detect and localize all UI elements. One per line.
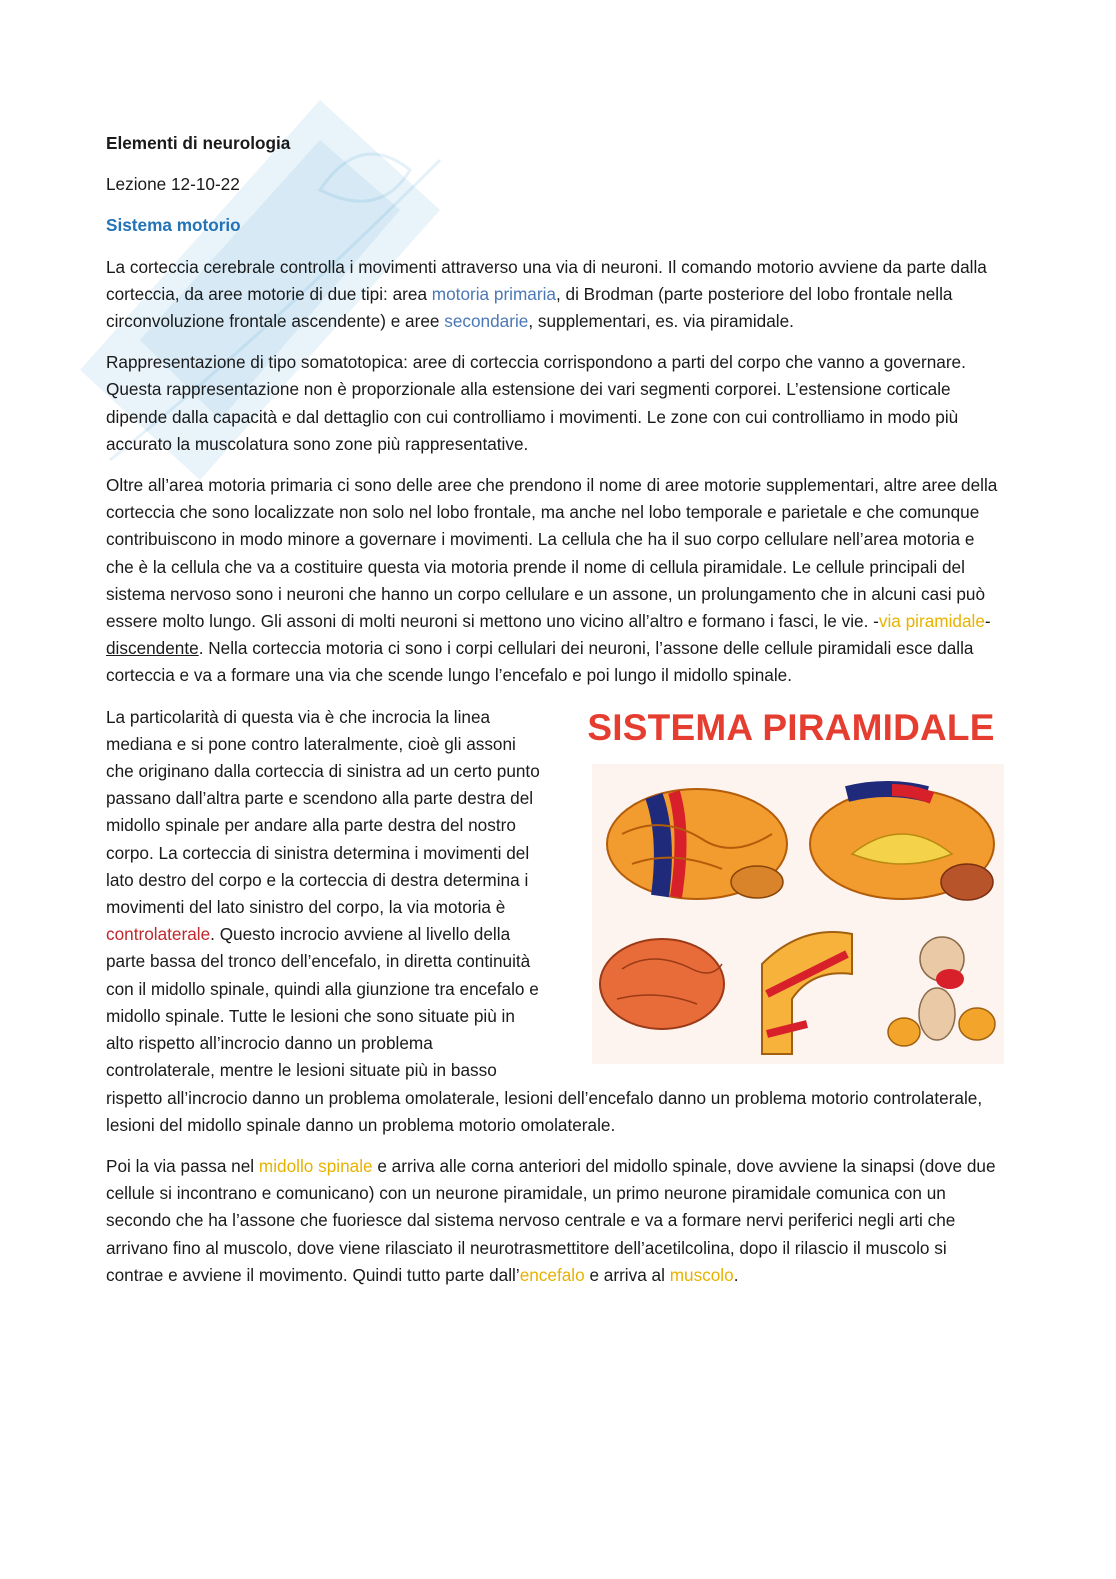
text-span: . bbox=[733, 1264, 739, 1285]
section-heading: Sistema motorio bbox=[106, 215, 241, 236]
text-span: La corteccia cerebrale controlla i movimenti attraverso una via di neuroni. Il comando motorio avviene da parte dalla corteccia, da aree motorie di due tipi: area bbox=[106, 256, 987, 304]
document-body bbox=[106, 130, 1006, 1303]
text-span: . Questo incrocio avviene al livello della parte bassa del tronco dell’encefalo, in diretta continuità con il midollo spinale, quindi alla giunzione tra encefalo e midollo spinale. Tutte le lesioni che sono situate più in alto rispetto all’incrocio danno un problema controlaterale, mentre le lesioni situate più in basso rispetto all’incrocio danno un problema omolaterale, lesioni dell’encefalo danno un problema motorio controlaterale, lesioni del midollo spinale danno un problema motorio omolaterale. bbox=[106, 924, 983, 1135]
term-midollo-spinale: midollo spinale bbox=[258, 1155, 373, 1176]
figure-illustration bbox=[592, 764, 1004, 1064]
paragraph-supplementary-areas bbox=[106, 472, 1006, 690]
text-span: , supplementari, es. via piramidale. bbox=[528, 311, 794, 332]
text-span: e arriva al bbox=[584, 1264, 670, 1285]
figure-pyramidal-system bbox=[558, 706, 1024, 1078]
text-span: Oltre all’area motoria primaria ci sono delle aree che prendono il nome di aree motorie supplementari, altre aree della corteccia che sono localizzate non solo nel lobo frontale, ma anche nel lobo temporale e parietale e che comunque contribuiscono in modo minore a governare i movimenti. La cellula che ha il suo corpo cellulare nell’area motoria e che è la cellula che va a costituire questa via motoria prende il nome di cellula piramidale. Le cellule principali del sistema nervoso sono i neuroni che hanno un corpo cellulare e un assone, un prolungamento che in alcuni casi può essere molto lungo. Gli assoni di molti neuroni si mettono uno vicino all’altro e formano i fasci, le vie. - bbox=[106, 475, 998, 632]
term-encefalo: encefalo bbox=[519, 1264, 585, 1285]
term-motoria-primaria: motoria primaria bbox=[431, 283, 556, 304]
lesson-date: Lezione 12-10-22 bbox=[106, 174, 240, 195]
brain-diagram bbox=[592, 764, 1004, 1064]
document-title: Elementi di neurologia bbox=[106, 133, 291, 153]
text-span: , di Brodman (parte posteriore del lobo frontale nella circonvoluzione frontale ascendente) e aree bbox=[106, 283, 953, 332]
term-secondarie: secondarie bbox=[444, 311, 529, 332]
text-span: . Nella corteccia motoria ci sono i corpi cellulari dei neuroni, l’assone delle cellule piramidali esce dalla corteccia e va a formare una via che scende lungo l’encefalo e poi lungo il midollo spinale. bbox=[106, 638, 974, 686]
paragraph-somatotopic: Rappresentazione di tipo somatotopica: aree di corteccia corrispondono a parti del corpo che vanno a governare. Questa rappresentazione non è proporzionale alla estensione dei vari segmenti corporei. L’estensione corticale dipende dalla capacità e dal dettaglio con cui controlliamo i movimenti. Le zone con cui controlliamo in modo più accurato la muscolatura sono zone più rappresentative. bbox=[106, 352, 966, 454]
term-via-piramidale: via piramidale bbox=[878, 611, 985, 632]
term-muscolo: muscolo bbox=[669, 1264, 734, 1285]
figure-title: SISTEMA PIRAMIDALE bbox=[587, 706, 995, 748]
term-controlaterale: controlaterale bbox=[106, 924, 211, 945]
text-span: - bbox=[984, 611, 991, 632]
text-span: La particolarità di questa via è che incrocia la linea mediana e si pone contro lateralmente, cioè gli assoni che originano dalla corteccia di sinistra ad un certo punto passano dall’altra parte e scendono alla parte destra del midollo spinale per andare alla parte destra del nostro corpo. La corteccia di sinistra determina i movimenti del lato destro del corpo e la corteccia di destra determina i movimenti del lato sinistro del corpo, la via motoria è bbox=[106, 706, 540, 918]
text-span: e arriva alle corna anteriori del midollo spinale, dove avviene la sinapsi (dove due cellule si incontrano e comunicano) con un neurone piramidale, un primo neurone piramidale comunica con un secondo che ha l’assone che fuoriesce dal sistema nervoso centrale e va a formare nervi periferici negli arti che arrivano fino al muscolo, dove viene rilasciato il neurotrasmettitore dell’acetilcolina, dopo il rilascio il muscolo si contrae e avviene il movimento. Quindi tutto parte dall’ bbox=[106, 1155, 996, 1285]
term-discendente: discendente bbox=[106, 638, 199, 659]
paragraph-spinal-cord bbox=[106, 1153, 1006, 1289]
paragraph-motor-cortex bbox=[106, 254, 1006, 336]
text-span: Poi la via passa nel bbox=[106, 1155, 259, 1176]
